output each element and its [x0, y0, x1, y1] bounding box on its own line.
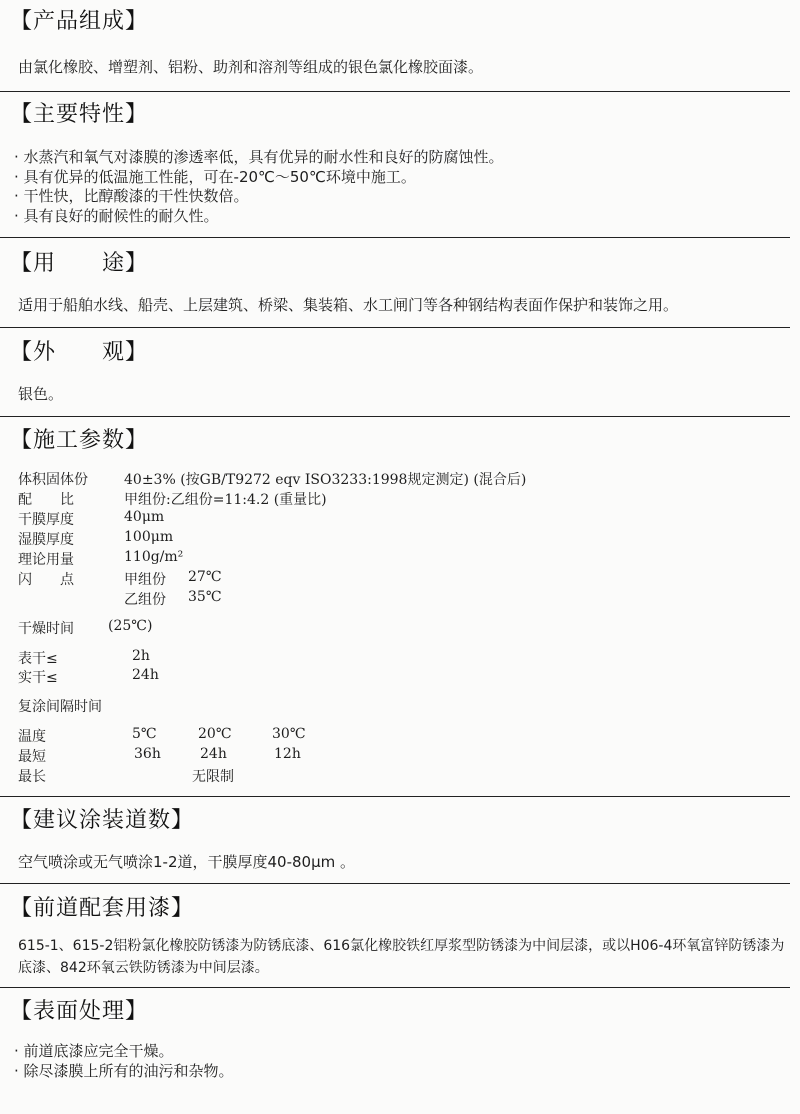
recoat-max-value: 无限制	[192, 769, 234, 785]
recoat-max-label: 最长	[18, 769, 46, 785]
dry-film-label: 干膜厚度	[18, 512, 74, 528]
flash-a-label: 甲组份	[124, 572, 166, 588]
divider	[0, 796, 790, 797]
heading-appearance: 【外 观】	[10, 340, 149, 365]
recoat-min-value: 36h	[134, 746, 161, 762]
flash-a-value: 27℃	[188, 569, 222, 585]
heading-surface: 【表面处理】	[10, 999, 149, 1024]
volume-solids-label: 体积固体份	[18, 472, 88, 488]
feature-item: · 具有优异的低温施工性能，可在-20℃～50℃环境中施工。	[14, 168, 416, 186]
composition-text: 由氯化橡胶、增塑剂、铝粉、助剂和溶剂等组成的银色氯化橡胶面漆。	[18, 58, 484, 76]
mix-ratio-value: 甲组份:乙组份=11:4.2 (重量比)	[124, 492, 327, 508]
recoat-min-value: 12h	[274, 746, 301, 762]
wet-film-label: 湿膜厚度	[18, 532, 74, 548]
divider	[0, 237, 790, 238]
divider	[0, 416, 790, 417]
previous-text: 615-1、615-2铝粉氯化橡胶防锈漆为防锈底漆、616氯化橡胶铁红厚浆型防锈漆为中间层漆，或以H06-4环氧富锌防锈漆为底漆、842环氧云铁防锈漆为中间层漆。	[18, 938, 785, 976]
wet-film-value: 100μm	[124, 529, 174, 545]
surface-dry-value: 2h	[132, 648, 150, 664]
surface-dry-label: 表干≤	[18, 651, 58, 667]
appearance-text: 银色。	[18, 385, 64, 403]
recoat-label: 复涂间隔时间	[18, 699, 102, 715]
mix-ratio-label: 配 比	[18, 492, 74, 508]
feature-item: · 干性快，比醇酸漆的干性快数倍。	[14, 187, 249, 205]
heading-usage: 【用 途】	[10, 251, 149, 276]
flash-b-label: 乙组份	[124, 592, 166, 608]
theoretical-value: 110g/m²	[124, 549, 184, 565]
recoat-min-label: 最短	[18, 749, 46, 765]
heading-features: 【主要特性】	[10, 102, 149, 127]
recoat-min-value: 24h	[200, 746, 227, 762]
recoat-temp-value: 20℃	[198, 726, 232, 742]
heading-previous: 【前道配套用漆】	[10, 896, 195, 921]
dry-film-value: 40μm	[124, 509, 165, 525]
recoat-temp-label: 温度	[18, 729, 46, 745]
drying-label: 干燥时间	[18, 621, 74, 637]
feature-item: · 具有良好的耐候性的耐久性。	[14, 207, 219, 225]
hard-dry-value: 24h	[132, 667, 159, 683]
heading-coats: 【建议涂装道数】	[10, 808, 195, 833]
flash-b-value: 35℃	[188, 589, 222, 605]
recoat-temp-value: 5℃	[132, 726, 157, 742]
divider	[0, 987, 790, 988]
divider	[0, 883, 790, 884]
divider	[0, 327, 790, 328]
hard-dry-label: 实干≤	[18, 670, 58, 686]
recoat-temp-value: 30℃	[272, 726, 306, 742]
heading-composition: 【产品组成】	[10, 9, 149, 34]
theoretical-label: 理论用量	[18, 552, 74, 568]
feature-item: · 水蒸汽和氧气对漆膜的渗透率低，具有优异的耐水性和良好的防腐蚀性。	[14, 148, 504, 166]
surface-item: · 除尽漆膜上所有的油污和杂物。	[14, 1062, 234, 1080]
divider	[0, 91, 790, 92]
coats-text: 空气喷涂或无气喷涂1-2道，干膜厚度40-80μm 。	[18, 853, 356, 871]
volume-solids-value: 40±3% (按GB/T9272 eqv ISO3233:1998规定测定) (混合后)	[124, 472, 527, 488]
heading-params: 【施工参数】	[10, 428, 149, 453]
drying-temp: (25℃)	[108, 618, 153, 634]
surface-item: · 前道底漆应完全干燥。	[14, 1042, 174, 1060]
usage-text: 适用于船舶水线、船壳、上层建筑、桥梁、集装箱、水工闸门等各种钢结构表面作保护和装饰之用。	[18, 296, 679, 314]
flash-label: 闪 点	[18, 572, 74, 588]
